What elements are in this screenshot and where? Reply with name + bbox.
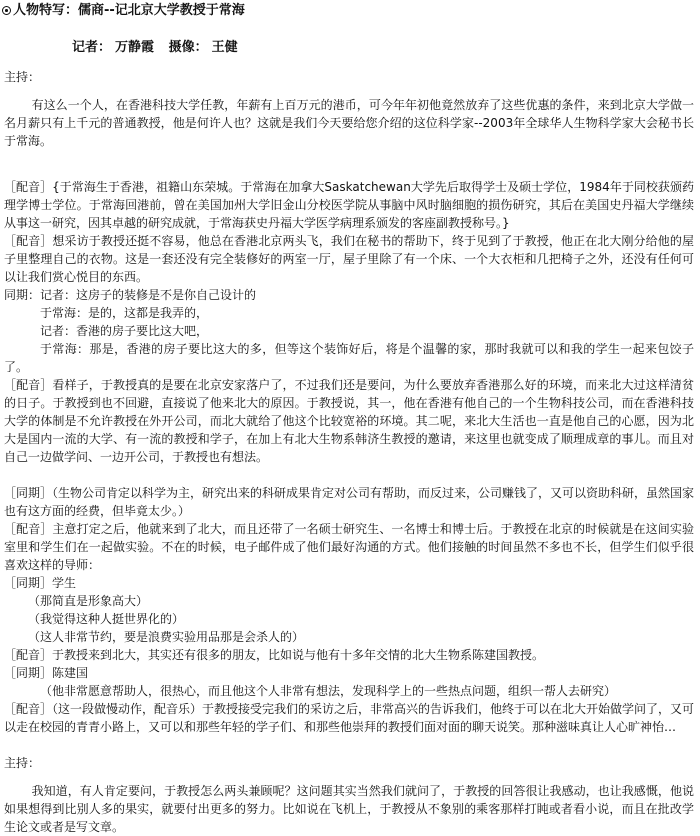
- student-quote-2: （我觉得这种人挺世界化的）: [28, 612, 185, 626]
- reporter-name: 万静霞: [115, 40, 155, 55]
- dialog-line-4: 于常海：那是，香港的房子要比这大的多，但等这个装饰好后，将是个温馨的家，那时我就可以和我的学生一起来包饺子了。: [4, 342, 694, 374]
- byline: [72, 36, 242, 55]
- camera-label: 摄像：: [168, 40, 208, 55]
- host-label-1: 主持：: [4, 70, 41, 84]
- article-title: [2, 2, 245, 20]
- student-quote-3: （这人非常节约，要是浪费实验用品那是会杀人的）: [28, 630, 305, 644]
- sync-chen-label: ［同期］陈建国: [4, 666, 89, 680]
- dialog-line-3: 记者：香港的房子要比这大吧，: [40, 324, 209, 338]
- bio-paragraph: ［配音］{于常海生于香港，祖籍山东荣城。于常海在加拿大Saskatchewan大学先后取得学士及硕士学位，1984年于同校获颁药理学博士学位。于常海回港前，曾在美国加州大学旧金山分校医学院从事脑中风时脑细胞的损伤研究，其后在美国史丹福大学继续从事这一研究，因其卓越的研究成就，于常海获史丹福大学医学病理系颁发的客座副教授称号。}: [4, 180, 694, 230]
- intro-paragraph: 有这么一个人，在香港科技大学任教，年薪有上百万元的港币，可今年年初他竟然放弃了这些优惠的条件，来到北京大学做一名月薪只有上千元的普通教授，他是何许人也？这就是我们今天要给您介绍的这位科学家--2003年全球华人生物科学家大会秘书长于常海。: [4, 98, 694, 148]
- circle-bullet-icon: [2, 6, 11, 15]
- students-paragraph: ［配音］主意打定之后，他就来到了北大，而且还带了一名硕士研究生、一名博士和博士后。于教授在北京的时候就是在这间实验室里和学生们在一起做实验。不在的时候，电子邮件成了他们最好沟通的方式。他们接触的时间虽然不多也不长，但学生们似乎很喜欢这样的导师：: [4, 522, 694, 572]
- why-paragraph: ［配音］看样子，于教授真的是要在北京安家落户了，不过我们还是要问，为什么要放弃香港那么好的环境，而来北大过这样清贫的日子。于教授到也不回避，直接说了他来北大的原因。于教授说，其一，他在香港有他自己的一个生物科技公司，而在香港科技大学的体制是不允许教授在外开公司，而北大就给了他这个比较宽裕的环境。其二呢，来北大生活也一直是他自己的心愿，因为北大是国内一流的大学、有一流的教授和学子，在加上有北大生物系韩济生教授的邀请，来这里也就变成了顺理成章的事儿。而且对自己一边做学问、一边开公司，于教授也有想法。: [4, 378, 694, 464]
- article-title-text: 人物特写：儒商--记北京大学教授于常海: [13, 3, 245, 18]
- outro-paragraph: 我知道，有人肯定要问，于教授怎么两头兼顾呢？这问题其实当然我们就问了，于教授的回答很让我感动，也让我感慨，他说如果想得到比别人多的果实，就要付出更多的努力。比如说在飞机上，于教授从不象别的乘客那样打盹或者看小说，而且在批改学生论文或者是写文章。: [4, 784, 694, 834]
- dialog-line-1: 同期：记者：这房子的装修是不是你自己设计的: [4, 288, 257, 302]
- house-paragraph: ［配音］想采访于教授还挺不容易，他总在香港北京两头飞，我们在秘书的帮助下，终于见到了于教授，他正在北大刚分给他的屋子里整理自己的衣物。这是一套还没有完全装修好的两室一厅，屋子里除了有一个床、一个大衣柜和几把椅子之外，还没有任何可以让我们赏心悦目的东西。: [4, 234, 694, 284]
- reporter-label: 记者：: [72, 40, 112, 55]
- sync-company-paragraph: ［同期］（生物公司肯定以科学为主，研究出来的科研成果肯定对公司有帮助，而反过来，公司赚钱了，又可以资助科研，虽然国家也有这方面的经费，但毕竟太少。）: [4, 486, 695, 518]
- dialog-line-2: 于常海：是的，这都是我弄的，: [40, 306, 209, 320]
- student-quote-1: （那简直是形象高大）: [28, 594, 149, 608]
- sync-students-label: ［同期］学生: [4, 576, 77, 590]
- host-label-2: 主持：: [4, 756, 41, 770]
- friends-paragraph: ［配音］于教授来到北大，其实还有很多的朋友，比如说与他有十多年交情的北大生物系陈建国教授。: [4, 648, 545, 662]
- sync-chen-quote: （他非常愿意帮助人，很热心，而且他这个人非常有想法，发现科学上的一些热点问题，组织一帮人去研究）: [40, 684, 617, 698]
- ending-paragraph: ［配音］（这一段做慢动作，配音乐）于教授接受完我们的采访之后，非常高兴的告诉我们，他终于可以在北大开始做学问了，又可以走在校园的青青小路上，又可以和那些年轻的学子们、和那些他崇拜的教授们面对面的聊天说笑。那种滋味真让人心旷神怡…: [4, 702, 695, 734]
- camera-name: 王健: [211, 40, 238, 55]
